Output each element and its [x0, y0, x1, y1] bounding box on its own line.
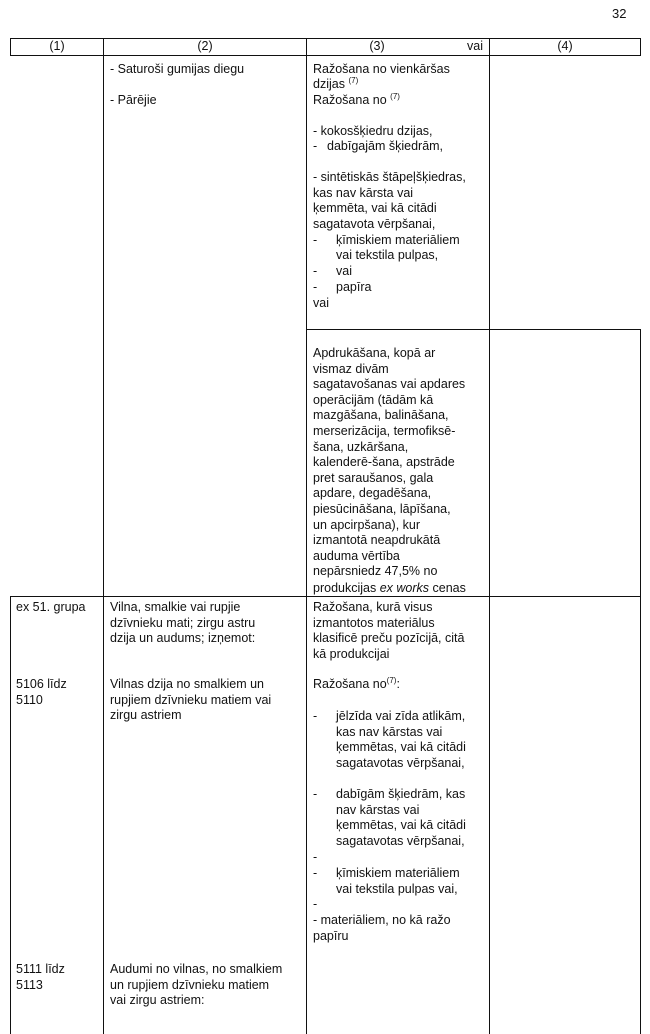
row2-c3-text: [313, 600, 464, 662]
row1-c3-printing-line-12: un apcirpšana), kur: [313, 517, 421, 532]
row3-c2-line-2: rupjiem dzīvnieku matiem vai: [110, 692, 272, 707]
row3-item2-line-4: sagatavotas vērpšanai,: [336, 833, 465, 848]
row1-c3-line10-dash: -: [313, 233, 318, 247]
row1-c3-printing-line-10: apdare, degadēšana,: [313, 486, 432, 501]
row1-c3-printing-line-5: mazgāšana, balināšana,: [313, 408, 449, 423]
row4-c1-line-2: 5113: [16, 977, 43, 992]
row1-c3-printing-line-15: nepārsniedz 47,5% no: [313, 564, 438, 579]
row1-c3-line12: vai: [336, 264, 352, 278]
row2-c2-line-3: dzija un audums; izņemot:: [110, 631, 256, 646]
row3-c2-line-3: zirgu astriem: [110, 708, 182, 723]
row3-item2-dash: -: [313, 787, 318, 801]
row1-c3-printing-line-3: sagatavošanas vai apdares: [313, 377, 466, 392]
row-sep-main: [10, 596, 641, 597]
row2-c2-line-1: Vilna, smalkie vai rupjie: [110, 600, 241, 614]
row1-c3-line11: vai tekstila pulpas,: [336, 248, 439, 262]
row2-c2-text: [110, 600, 255, 647]
row1-c3-line8: ķemmēta, vai kā citādi: [313, 201, 437, 215]
page-number: 32: [612, 6, 627, 21]
row3-c2-line-1: Vilnas dzija no smalkiem un: [110, 677, 265, 691]
row1-c3-line6: - sintētiskās štāpeļšķiedras,: [313, 170, 466, 184]
header-col1: (1): [49, 39, 65, 53]
row3-item1-line-4: sagatavotas vērpšanai,: [336, 755, 465, 770]
row2-c3-line-3: klasificē preču pozīcijā, citā: [313, 631, 465, 646]
header-col2: (2): [197, 39, 213, 53]
row3-c1-line-1: 5106 līdz: [16, 677, 67, 691]
row2-c3-line-4: kā produkcijai: [313, 646, 390, 661]
row1-c3-line12-dash: -: [313, 264, 318, 278]
row3-c1-text: [16, 677, 67, 708]
header-col3: (3): [369, 39, 385, 53]
col-border-3: [489, 38, 490, 1034]
row3-item4-line-2: vai tekstila pulpas vai,: [336, 881, 458, 896]
col-border-right: [640, 38, 641, 56]
row-sep-c3-c4: [306, 329, 641, 330]
row3-item5-dash: -: [313, 897, 318, 911]
row3-item1-text: [336, 709, 466, 771]
row1-c3-printing-line-13: izmantotā neapdrukātā: [313, 533, 441, 548]
row3-item2-line-2: nav kārstas vai: [336, 802, 420, 817]
row3-item6-text: [313, 913, 451, 944]
row3-item6-line-1: - materiāliem, no kā ražo: [313, 913, 451, 927]
row4-c2-line-1: Audumi no vilnas, no smalkiem: [110, 962, 283, 976]
row3-c2-text: [110, 677, 271, 724]
row3-item1-line-3: ķemmētas, vai kā citādi: [336, 740, 466, 755]
row1-c3-line10: ķīmiskiem materiāliem: [336, 233, 460, 247]
row3-item4-line-1: ķīmiskiem materiāliem: [336, 866, 460, 880]
row1-c3-printing-line-7: šana, uzkāršana,: [313, 439, 409, 454]
row1-c3-line7: kas nav kārsta vai: [313, 186, 414, 200]
row1-c3-line3: Ražošana no $^{(7)}$: [313, 92, 400, 107]
row3-item3-dash: -: [313, 850, 318, 864]
row1-c3-line2: dzijas $^{(7)}$: [313, 76, 359, 91]
row4-c1-line-1: 5111 līdz: [16, 962, 65, 976]
row3-item2-line-3: ķemmētas, vai kā citādi: [336, 818, 466, 833]
row3-item4-text: [336, 866, 460, 897]
col-border-2: [306, 38, 307, 1034]
row4-c2-line-3: vai zirgu astriem:: [110, 993, 205, 1008]
row1-c3-line14: vai: [313, 296, 329, 310]
row3-item1-dash: -: [313, 709, 318, 723]
row3-item1-line-2: kas nav kārstas vai: [336, 724, 443, 739]
row3-c1-line-2: 5110: [16, 692, 43, 707]
row-sep-c1-vertical: [10, 596, 11, 1034]
row3-item1-line-1: jēlzīda vai zīda atlikām,: [336, 709, 466, 723]
row1-c3-line9: sagatavota vērpšanai,: [313, 217, 436, 231]
row1-c3-printing-line-8: kalenderē-šana, apstrāde: [313, 455, 455, 470]
row1-c3-line5: dabīgajām šķiedrām,: [327, 139, 444, 153]
row4-c1-text: [16, 962, 65, 993]
row1-c3-printing-text: [313, 346, 465, 580]
row3-c3-head: Ražošana $no^{(7)}$:: [313, 676, 400, 691]
row3-item4-dash: -: [313, 866, 318, 880]
row2-c1: ex 51. grupa: [16, 600, 86, 614]
col-border-1: [103, 38, 104, 1034]
row1-c3-printing-line-6: merserizācija, termofiksē-: [313, 423, 456, 438]
row-sep-c4-vertical: [640, 329, 641, 1034]
row1-c3-line5-dash: -: [313, 139, 318, 153]
row3-item2-text: [336, 787, 466, 849]
row1-c3-printing-line-9: pret saraušanos, gala: [313, 470, 434, 485]
row1-c2-item2: - Pārējie: [110, 93, 157, 107]
row1-c3-line13: papīra: [336, 280, 372, 294]
header-col4: (4): [557, 39, 573, 53]
row1-c3-printing-line-11: piesūcināšana, lāpīšana,: [313, 501, 451, 516]
row1-c3-printing-line-2: vismaz divām: [313, 361, 389, 376]
row2-c2-line-2: dzīvnieku mati; zirgu astru: [110, 615, 256, 630]
row1-c3-line4: - kokosšķiedru dzijas,: [313, 124, 433, 138]
row1-c3-printing-line-1: Apdrukāšana, kopā ar: [313, 346, 436, 360]
row1-c3-line13-dash: -: [313, 280, 318, 294]
row1-c3-line1: Ražošana no vienkāršas: [313, 62, 450, 76]
row1-c2-item1: - Saturoši gumijas diegu: [110, 62, 245, 76]
row2-c3-line-2: izmantotos materiālus: [313, 615, 435, 630]
header-bottom-border: [10, 55, 641, 56]
row1-c3-printing-line-4: operācijām (tādām kā: [313, 392, 434, 407]
row1-c3-last-line: produkcijas ex works cenas: [313, 581, 466, 595]
row1-c3-printing-line-14: auduma vērtība: [313, 548, 400, 563]
row3-item6-line-2: papīru: [313, 928, 349, 943]
row4-c2-line-2: un rupjiem dzīvnieku matiem: [110, 977, 270, 992]
row2-c3-line-1: Ražošana, kurā visus: [313, 600, 433, 614]
row3-item2-line-1: dabīgām šķiedrām, kas: [336, 787, 466, 801]
row4-c2-text: [110, 962, 282, 1009]
header-vai: vai: [467, 39, 483, 53]
